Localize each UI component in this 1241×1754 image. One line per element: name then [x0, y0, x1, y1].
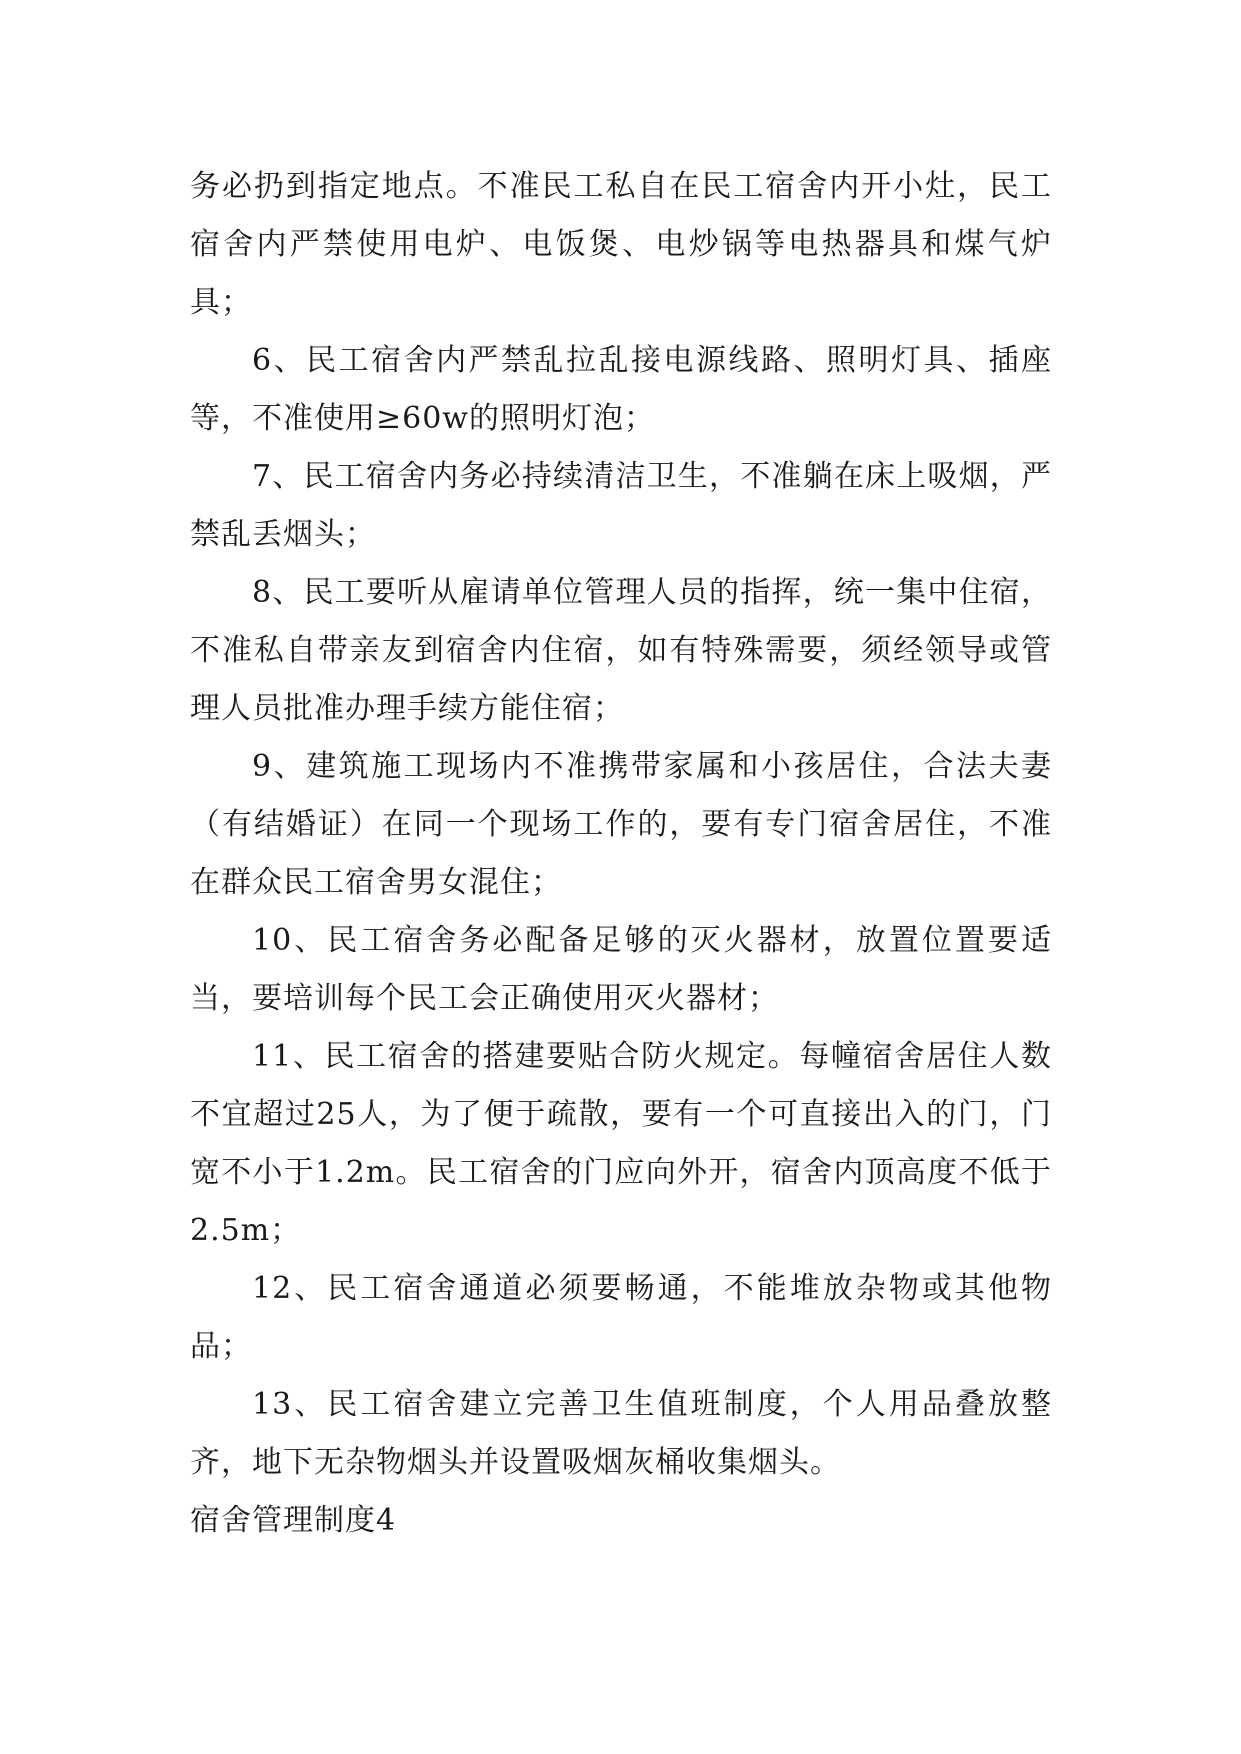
paragraph-item-6: 6、民工宿舍内严禁乱拉乱接电源线路、照明灯具、插座等，不准使用≥60w的照明灯泡； [190, 343, 1052, 436]
paragraph-item-7: 7、民工宿舍内务必持续清洁卫生，不准躺在床上吸烟，严禁乱丢烟头； [190, 459, 1052, 552]
paragraph-item-13: 13、民工宿舍建立完善卫生值班制度，个人用品叠放整齐，地下无杂物烟头并设置吸烟灰桶收集烟头。 [190, 1387, 1052, 1480]
paragraph-item-10: 10、民工宿舍务必配备足够的灭火器材，放置位置要适当，要培训每个民工会正确使用灭火器材； [190, 923, 1052, 1016]
paragraph-continuation: 务必扔到指定地点。不准民工私自在民工宿舍内开小灶，民工宿舍内严禁使用电炉、电饭煲、电炒锅等电热器具和煤气炉具； [190, 169, 1052, 320]
paragraph-item-8: 8、民工要听从雇请单位管理人员的指挥，统一集中住宿，不准私自带亲友到宿舍内住宿，如有特殊需要，须经领导或管理人员批准办理手续方能住宿； [190, 575, 1052, 726]
paragraph-item-12: 12、民工宿舍通道必须要畅通，不能堆放杂物或其他物品； [190, 1271, 1052, 1364]
document-body [190, 158, 1052, 1550]
paragraph-item-11: 11、民工宿舍的搭建要贴合防火规定。每幢宿舍居住人数不宜超过25人，为了便于疏散，要有一个可直接出入的门，门宽不小于1.2m。民工宿舍的门应向外开，宿舍内顶高度不低于2.5m； [190, 1039, 1052, 1248]
paragraph-item-9: 9、建筑施工现场内不准携带家属和小孩居住，合法夫妻（有结婚证）在同一个现场工作的，要有专门宿舍居住，不准在群众民工宿舍男女混住； [190, 749, 1052, 900]
section-heading: 宿舍管理制度4 [190, 1503, 397, 1538]
